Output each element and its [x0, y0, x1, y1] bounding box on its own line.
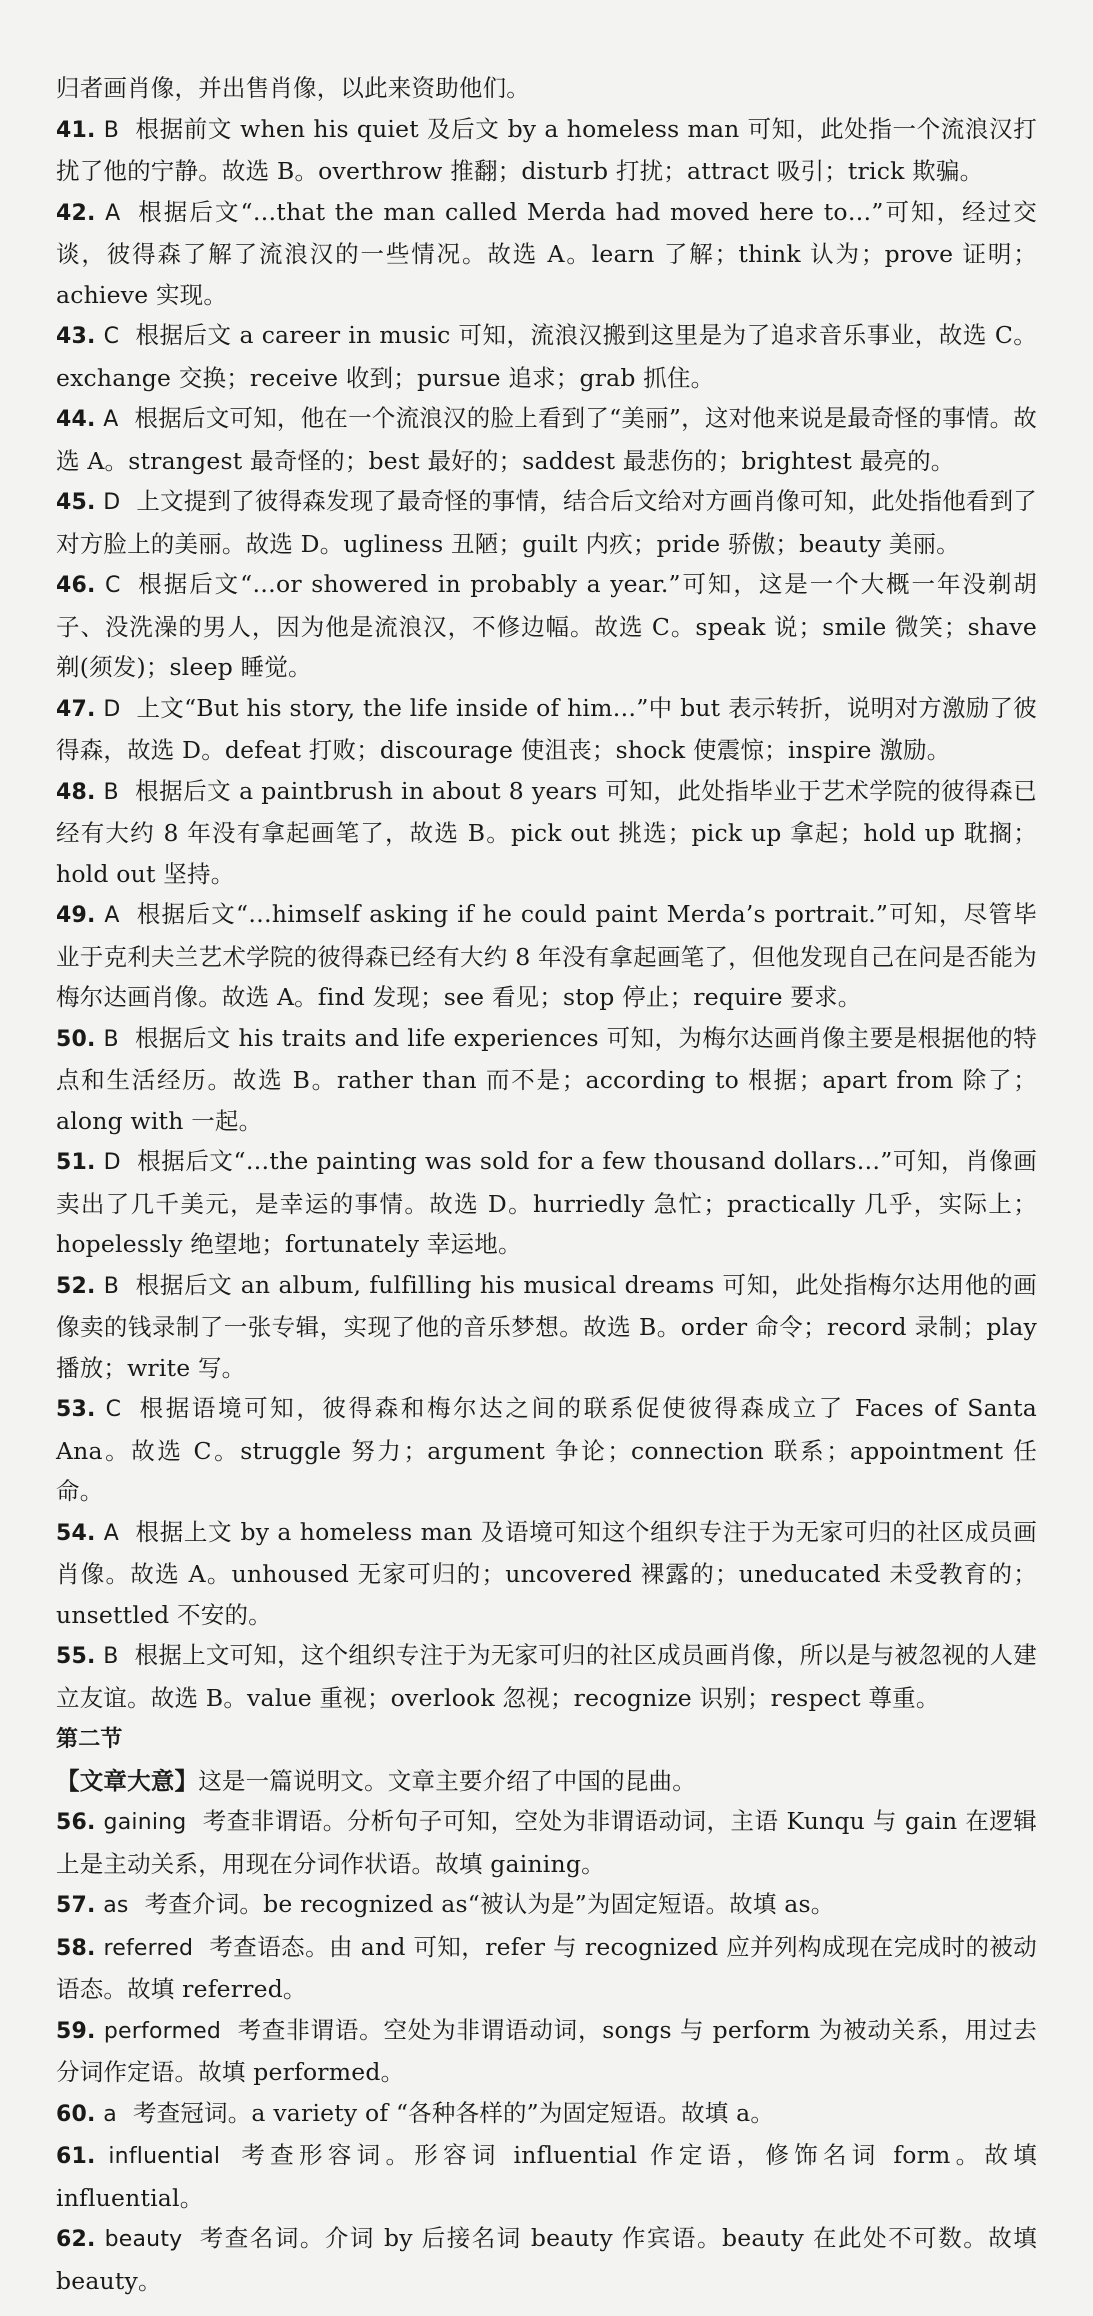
answer-item — [56, 1884, 1037, 1927]
summary-label: 【文章大意】 — [56, 1766, 199, 1795]
explanation-text: 考查语态。由 and 可知，refer 与 recognized 应并列构成现在完成时的被动语态。故填 referred。 — [56, 1932, 1037, 2003]
question-number: 61. — [56, 2144, 96, 2169]
explanation-text: 根据后文“…the painting was sold for a few thousand dollars…”可知，肖像画卖出了几千美元，是幸运的事情。故选 D。hurriedly 急忙；practically 几乎，实际上；hopelessly 绝望地；fortunately 幸运地。 — [56, 1147, 1037, 1258]
section-heading — [56, 1718, 1037, 1761]
explanation-text: 考查冠词。a variety of “各种各样的”为固定短语。故填 a。 — [132, 2098, 775, 2127]
question-number: 54. — [56, 1520, 96, 1546]
answer-item — [56, 192, 1037, 316]
answer-choice: influential — [108, 2144, 221, 2169]
explanation-text: 考查形容词。形容词 influential 作定语，修饰名词 form。故填 influential。 — [56, 2141, 1038, 2212]
answer-choice: D — [103, 490, 121, 515]
answer-choice: performed — [103, 2018, 221, 2044]
answer-item — [56, 564, 1037, 688]
explanation-text: 根据上文 by a homeless man 及语境可知这个组织专注于为无家可归的社区成员画肖像。故选 A。unhoused 无家可归的；uncovered 裸露的；uneducated 未受教育的；unsettled 不安的。 — [56, 1517, 1038, 1629]
answer-item — [56, 1018, 1037, 1142]
question-number: 52. — [56, 1273, 96, 1299]
question-number: 46. — [56, 573, 96, 598]
question-number: 60. — [56, 2101, 96, 2127]
question-number: 59. — [56, 2018, 96, 2044]
explanation-text: 根据后文“…himself asking if he could paint Merda’s portrait.”可知，尽管毕业于克利夫兰艺术学院的彼得森已经有大约 8 年没有拿起画笔了，但他发现自己在问是否能为梅尔达画肖像。故选 A。find 发现；see 看见；stop 停止；require 要求。 — [56, 900, 1038, 1011]
question-number: 43. — [56, 324, 96, 349]
answer-item — [56, 2010, 1037, 2093]
section-title: 第二节 — [56, 1727, 123, 1752]
answer-choice: B — [103, 779, 119, 805]
answer-item — [56, 1141, 1037, 1265]
explanation-text: 考查非谓语。分析句子可知，空处为非谓语动词，主语 Kunqu 与 gain 在逻辑上是主动关系，用现在分词作状语。故填 gaining。 — [56, 1807, 1037, 1878]
answer-choice: C — [105, 573, 121, 598]
answer-choice: gaining — [103, 1810, 187, 1835]
intro-line: 归者画肖像，并出售肖像，以此来资助他们。 — [56, 74, 530, 102]
answer-choice: C — [105, 1397, 122, 1422]
question-number: 53. — [56, 1397, 96, 1422]
answer-choice: A — [103, 1520, 120, 1546]
explanation-text: 根据后文 a career in music 可知，流浪汉搬到这里是为了追求音乐事业，故选 C。exchange 交换；receive 收到；pursue 追求；grab 抓住。 — [56, 321, 1038, 392]
answer-item — [56, 109, 1037, 192]
answer-choice: A — [103, 407, 119, 432]
answer-choice: A — [104, 903, 120, 928]
part2-answer-list — [56, 1801, 1037, 2301]
question-number: 41. — [56, 117, 96, 143]
article-summary — [56, 1761, 1037, 1802]
answer-item — [56, 481, 1037, 564]
answer-choice: as — [103, 1893, 129, 1918]
explanation-text: 根据前文 when his quiet 及后文 by a homeless man 可知，此处指一个流浪汉打扰了他的宁静。故选 B。overthrow 推翻；disturb 打扰；attract 吸引；trick 欺骗。 — [56, 114, 1037, 185]
explanation-text: 根据后文“…or showered in probably a year.”可知，这是一个大概一年没剃胡子、没洗澡的男人，因为他是流浪汉，不修边幅。故选 C。speak 说；smile 微笑；shave 剃(须发)；sleep 睡觉。 — [56, 570, 1038, 681]
answer-choice: B — [103, 117, 119, 143]
question-number: 57. — [56, 1893, 96, 1918]
explanation-text: 根据上文可知，这个组织专注于为无家可归的社区成员画肖像，所以是与被忽视的人建立友谊。故选 B。value 重视；overlook 忽视；recognize 识别；respect 尊重。 — [56, 1641, 1037, 1712]
explanation-text: 考查非谓语。空处为非谓语动词，songs 与 perform 为被动关系，用过去分词作定语。故填 performed。 — [56, 2015, 1037, 2086]
question-number: 42. — [56, 200, 96, 226]
explanation-text: 根据后文 an album, fulfilling his musical dreams 可知，此处指梅尔达用他的画像卖的钱录制了一张专辑，实现了他的音乐梦想。故选 B。order 命令；record 录制；play 播放；write 写。 — [56, 1270, 1037, 1382]
explanation-text: 根据后文 his traits and life experiences 可知，为梅尔达画肖像主要是根据他的特点和生活经历。故选 B。rather than 而不是；according to 根据；apart from 除了；along with 一起。 — [56, 1023, 1037, 1135]
answer-item — [56, 688, 1037, 771]
answer-item — [56, 2135, 1037, 2218]
answer-choice: B — [103, 1026, 119, 1052]
answer-choice: D — [103, 1150, 121, 1175]
question-number: 58. — [56, 1935, 96, 1961]
answer-item — [56, 398, 1037, 481]
answer-choice: referred — [103, 1935, 194, 1961]
answer-item — [56, 1927, 1037, 2010]
explanation-text: 上文提到了彼得森发现了最奇怪的事情，结合后文给对方画肖像可知，此处指他看到了对方脸上的美丽。故选 D。ugliness 丑陋；guilt 内疚；pride 骄傲；beauty 美丽。 — [56, 487, 1037, 558]
answer-item — [56, 1635, 1037, 1718]
explanation-text: 根据后文 a paintbrush in about 8 years 可知，此处指毕业于艺术学院的彼得森已经有大约 8 年没有拿起画笔了，故选 B。pick out 挑选；pick up 拿起；hold up 耽搁；hold out 坚持。 — [56, 776, 1037, 888]
summary-text: 这是一篇说明文。文章主要介绍了中国的昆曲。 — [198, 1766, 696, 1795]
question-number: 50. — [56, 1026, 96, 1052]
answer-choice: B — [103, 1644, 119, 1669]
answer-item — [56, 1388, 1037, 1512]
question-number: 55. — [56, 1644, 96, 1669]
answer-choice: B — [103, 1273, 120, 1299]
explanation-text: 上文“But his story, the life inside of him…”中 but 表示转折，说明对方激励了彼得森，故选 D。defeat 打败；discourage 使沮丧；shock 使震惊；inspire 激励。 — [56, 693, 1038, 764]
part1-answer-list — [56, 109, 1037, 1719]
explanation-text: 考查介词。be recognized as“被认为是”为固定短语。故填 as。 — [144, 1890, 835, 1918]
answer-choice: A — [105, 200, 121, 226]
question-number: 48. — [56, 779, 96, 805]
answer-item — [56, 2093, 1037, 2136]
answer-choice: a — [103, 2101, 117, 2127]
explanation-text: 根据后文可知，他在一个流浪汉的脸上看到了“美丽”，这对他来说是最奇怪的事情。故选 A。strangest 最奇怪的；best 最好的；saddest 最悲伤的；brightest 最亮的。 — [56, 404, 1038, 475]
answer-choice: D — [103, 696, 121, 722]
answer-item — [56, 1801, 1037, 1884]
question-number: 44. — [56, 407, 96, 432]
explanation-text: 考查名词。介词 by 后接名词 beauty 作宾语。beauty 在此处不可数。故填 beauty。 — [56, 2224, 1038, 2295]
answer-item — [56, 894, 1037, 1018]
question-number: 51. — [56, 1150, 96, 1175]
explanation-text: 根据后文“…that the man called Merda had moved here to…”可知，经过交谈，彼得森了解了流浪汉的一些情况。故选 A。learn 了解；think 认为；prove 证明；achieve 实现。 — [56, 197, 1038, 309]
answer-item — [56, 1265, 1037, 1389]
question-number: 47. — [56, 696, 96, 722]
explanation-text: 根据语境可知，彼得森和梅尔达之间的联系促使彼得森成立了 Faces of Santa Ana。故选 C。struggle 努力；argument 争论；connection 联系；appointment 任命。 — [56, 1394, 1038, 1505]
answer-item — [56, 1512, 1037, 1636]
question-number: 49. — [56, 903, 96, 928]
question-number: 62. — [56, 2227, 96, 2252]
question-number: 45. — [56, 490, 96, 515]
answer-item — [56, 315, 1037, 398]
answer-item — [56, 771, 1037, 895]
answer-item — [56, 2218, 1037, 2301]
answer-choice: beauty — [104, 2227, 183, 2252]
question-number: 56. — [56, 1810, 96, 1835]
answer-choice: C — [103, 324, 120, 349]
